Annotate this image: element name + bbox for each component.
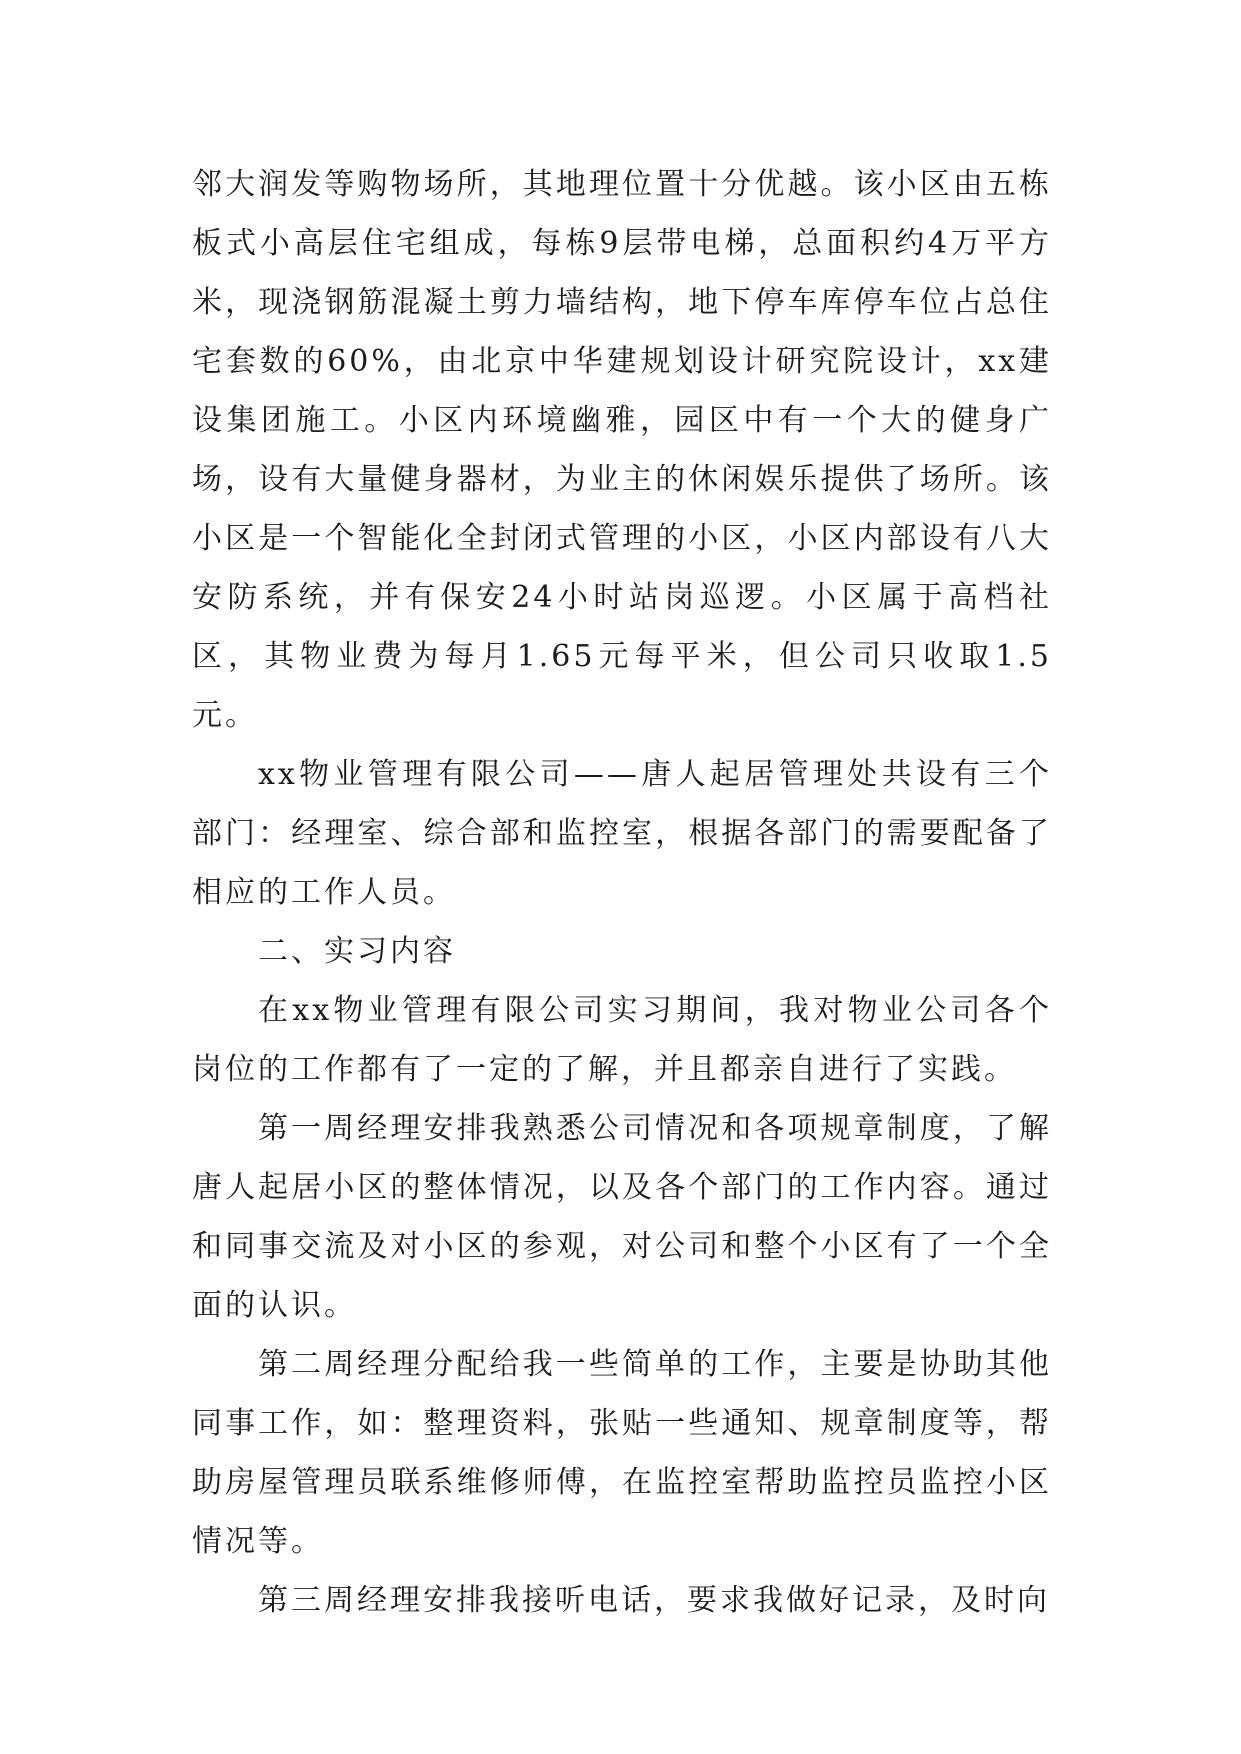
paragraph-week-two: 第二周经理分配给我一些简单的工作，主要是协助其他同事工作，如：整理资料，张贴一些通知、规章制度等，帮助房屋管理员联系维修师傅，在监控室帮助监控员监控小区情况等。	[192, 1347, 1052, 1559]
paragraph-week-one: 第一周经理安排我熟悉公司情况和各项规章制度，了解唐人起居小区的整体情况，以及各个部门的工作内容。通过和同事交流及对小区的参观，对公司和整个小区有了一个全面的认识。	[192, 1111, 1052, 1323]
paragraph-week-three: 第三周经理安排我接听电话，要求我做好记录，及时向	[258, 1583, 1050, 1618]
paragraph-departments: xx物业管理有限公司——唐人起居管理处共设有三个部门：经理室、综合部和监控室，根据各部门的需要配备了相应的工作人员。	[192, 757, 1052, 910]
document-body	[192, 155, 1052, 1630]
section-heading: 二、实习内容	[258, 934, 456, 969]
paragraph-continued: 邻大润发等购物场所，其地理位置十分优越。该小区由五栋板式小高层住宅组成，每栋9层带电梯，总面积约4万平方米，现浇钢筋混凝土剪力墙结构，地下停车库停车位占总住宅套数的60%，由北京中华建规划设计研究院设计，xx建设集团施工。小区内环境幽雅，园区中有一个大的健身广场，设有大量健身器材，为业主的休闲娱乐提供了场所。该小区是一个智能化全封闭式管理的小区，小区内部设有八大安防系统，并有保安24小时站岗巡逻。小区属于高档社区，其物业费为每月1.65元每平米，但公司只收取1.5元。	[192, 167, 1052, 733]
paragraph-internship-intro: 在xx物业管理有限公司实习期间，我对物业公司各个岗位的工作都有了一定的了解，并且都亲自进行了实践。	[192, 993, 1052, 1087]
